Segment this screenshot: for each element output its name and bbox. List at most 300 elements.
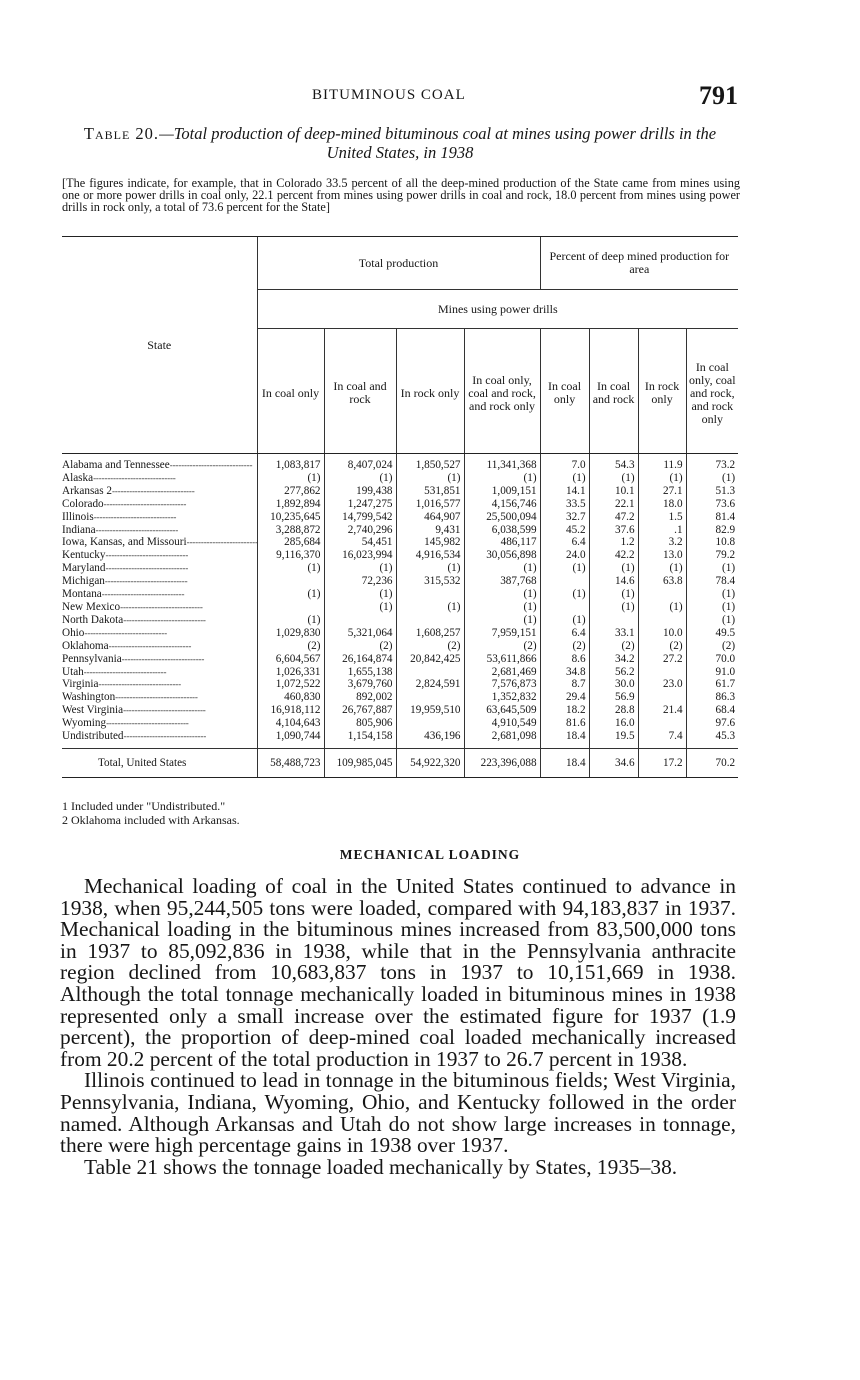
value-cell: 34.8 [540,666,589,679]
value-cell: (2) [589,640,638,653]
value-cell: 91.0 [686,666,738,679]
body-text [60,876,736,1178]
value-cell: 54,922,320 [396,748,464,777]
value-cell: 7.0 [540,454,589,472]
state-cell [62,666,257,679]
value-cell: 29.4 [540,691,589,704]
value-cell: 54,451 [324,536,396,549]
value-cell: 24.0 [540,549,589,562]
table-caption [62,124,738,162]
value-cell: 20,842,425 [396,653,464,666]
value-cell: 79.2 [686,549,738,562]
value-cell [540,575,589,588]
value-cell: 30,056,898 [464,549,540,562]
leader-dots [106,717,188,729]
value-cell: 18.2 [540,704,589,717]
table-row [62,454,738,472]
state-name: Montana [62,588,102,601]
leader-dots [98,678,180,690]
leader-dots [84,666,166,678]
state-name: Pennsylvania [62,652,122,665]
value-cell: (1) [464,601,540,614]
value-cell: 81.4 [686,511,738,524]
value-cell: (1) [638,601,686,614]
value-cell: 11,341,368 [464,454,540,472]
leader-dots [104,498,186,510]
value-cell: 16,918,112 [257,704,324,717]
state-cell [62,524,257,537]
state-name: Alaska [62,471,94,484]
value-cell: 436,196 [396,730,464,748]
state-cell [62,748,257,777]
table-row [62,640,738,653]
running-title: BITUMINOUS COAL [312,87,466,103]
value-cell: 145,982 [396,536,464,549]
value-cell [396,588,464,601]
value-cell: (2) [540,640,589,653]
value-cell: 73.2 [686,454,738,472]
leader-dots [120,601,202,613]
leader-dots [94,511,176,523]
state-name: Ohio [62,626,85,639]
leader-dots [109,640,191,652]
leader-dots [122,653,204,665]
paragraph: Table 21 shows the tonnage loaded mechanically by States, 1935–38. [84,1154,678,1179]
value-cell: 51.3 [686,485,738,498]
table-body [62,454,738,778]
running-head [0,81,860,114]
value-cell: 82.9 [686,524,738,537]
table-row [62,549,738,562]
state-name: Arkansas 2 [62,484,113,497]
value-cell: 531,851 [396,485,464,498]
value-cell: (1) [686,614,738,627]
value-cell: 70.2 [686,748,738,777]
value-cell: 13.0 [638,549,686,562]
value-cell: 7.4 [638,730,686,748]
value-cell: (1) [589,472,638,485]
state-cell [62,691,257,704]
table-row [62,653,738,666]
value-cell: (1) [686,588,738,601]
value-cell: (1) [589,588,638,601]
table-row [62,472,738,485]
value-cell: 61.7 [686,678,738,691]
value-cell: 45.2 [540,524,589,537]
value-cell: (1) [324,472,396,485]
value-cell [638,691,686,704]
column-header: In coal and rock [324,329,396,454]
value-cell [638,588,686,601]
value-cell: 4,916,534 [396,549,464,562]
value-cell: 9,116,370 [257,549,324,562]
table-row [62,485,738,498]
state-name: Kentucky [62,549,106,562]
value-cell: 223,396,088 [464,748,540,777]
value-cell [396,614,464,627]
value-cell: (1) [686,562,738,575]
state-cell [62,653,257,666]
state-cell [62,614,257,627]
paragraph: Mechanical loading of coal in the United States continued to advance in 1938, when 95,244,505 tons were loaded, compared with 94,183,837 in 1937. Mechanical loading in the bituminous mines increased from 83,500,000 tons in 1937 to 85,092,836 in 1938, while that in the Pennsylvania anthracite region declined from 10,683,837 tons in 1937 to 10,151,669 in 1938. Although the total tonnage mechanically loaded in bituminous mines in 1938 represented only a small increase over the estimated figure for 1937 (1.9 percent), the proportion of deep-mined coal loaded mechanically increased from 20.2 percent of the total production in 1937 to 26.7 percent in 1938. [60,874,736,1071]
table-row [62,575,738,588]
value-cell: 34.2 [589,653,638,666]
value-cell: .1 [638,524,686,537]
value-cell: 86.3 [686,691,738,704]
value-cell: 3.2 [638,536,686,549]
value-cell: 9,431 [396,524,464,537]
value-cell [589,614,638,627]
value-cell: 892,002 [324,691,396,704]
leader-dots [123,614,205,626]
table-row [62,601,738,614]
value-cell: 63.8 [638,575,686,588]
table-row [62,704,738,717]
value-cell: 7,576,873 [464,678,540,691]
value-cell: 16,023,994 [324,549,396,562]
value-cell: 11.9 [638,454,686,472]
value-cell: 1,029,830 [257,627,324,640]
value-cell: 1,090,744 [257,730,324,748]
value-cell: (1) [396,562,464,575]
value-cell: 464,907 [396,511,464,524]
value-cell: 26,164,874 [324,653,396,666]
table-row [62,627,738,640]
value-cell: 1,892,894 [257,498,324,511]
footnote: 2 Oklahoma included with Arkansas. [62,812,240,827]
value-cell: (1) [540,562,589,575]
state-cell [62,627,257,640]
state-cell [62,640,257,653]
value-cell: 26,767,887 [324,704,396,717]
value-cell: 18.4 [540,748,589,777]
state-cell [62,601,257,614]
value-cell: 8.6 [540,653,589,666]
table-row [62,498,738,511]
value-cell: 460,830 [257,691,324,704]
value-cell: 6.4 [540,627,589,640]
value-cell: (1) [396,472,464,485]
value-cell: 1,083,817 [257,454,324,472]
value-cell [396,717,464,730]
value-cell: 21.4 [638,704,686,717]
value-cell: (2) [464,640,540,653]
table-row [62,666,738,679]
table-row [62,691,738,704]
value-cell: 73.6 [686,498,738,511]
state-name: North Dakota [62,613,124,626]
column-header: In rock only [396,329,464,454]
value-cell: (2) [638,640,686,653]
state-name: West Virginia [62,704,124,717]
value-cell: (1) [257,472,324,485]
table-note: [The figures indicate, for example, that in Colorado 33.5 percent of all the deep-mined production of the State came from mines using one or more power drills in coal only, 22.1 percent from mines using power drills in coal and rock, 18.0 percent from mines using power drills in rock only, a total of 73.6 percent for the State] [62,176,740,215]
group-header-total-production: Total production [257,237,540,290]
leader-dots [106,562,188,574]
value-cell: (1) [257,562,324,575]
value-cell: 18.4 [540,730,589,748]
state-cell [62,730,257,748]
value-cell: 81.6 [540,717,589,730]
state-name: Utah [62,665,84,678]
value-cell: 1.5 [638,511,686,524]
value-cell: 34.6 [589,748,638,777]
column-header: In coal only, coal and rock, and rock only [686,329,738,454]
leader-dots [124,730,206,742]
value-cell: (1) [464,562,540,575]
value-cell: 6.4 [540,536,589,549]
value-cell: 4,910,549 [464,717,540,730]
group-header-mines-using-power-drills: Mines using power drills [257,290,738,329]
table-row [62,614,738,627]
value-cell: 10.1 [589,485,638,498]
value-cell: 4,156,746 [464,498,540,511]
value-cell: 58,488,723 [257,748,324,777]
value-cell: 1,016,577 [396,498,464,511]
value-cell: (2) [396,640,464,653]
value-cell: (1) [464,614,540,627]
value-cell: 49.5 [686,627,738,640]
value-cell: 45.3 [686,730,738,748]
value-cell: (2) [257,640,324,653]
value-cell [257,575,324,588]
value-cell: 30.0 [589,678,638,691]
value-cell: 10.0 [638,627,686,640]
column-header: In coal and rock [589,329,638,454]
value-cell: 32.7 [540,511,589,524]
value-cell: (2) [686,640,738,653]
value-cell: 7,959,151 [464,627,540,640]
value-cell: 1,247,275 [324,498,396,511]
value-cell: 3,288,872 [257,524,324,537]
state-name: Alabama and Tennessee [62,459,170,471]
value-cell: 805,906 [324,717,396,730]
leader-dots [105,575,187,587]
column-header-state: State [62,237,257,454]
value-cell: 1.2 [589,536,638,549]
column-header: In coal only, coal and rock, and rock only [464,329,540,454]
leader-dots [187,536,257,548]
leader-dots [96,524,178,536]
value-cell [396,666,464,679]
state-name: Undistributed [62,730,124,743]
state-cell [62,485,257,498]
state-cell [62,588,257,601]
value-cell: (1) [686,472,738,485]
value-cell: (1) [257,614,324,627]
value-cell: 17.2 [638,748,686,777]
value-cell: 2,681,098 [464,730,540,748]
value-cell: 42.2 [589,549,638,562]
value-cell: 6,038,599 [464,524,540,537]
value-cell: 33.1 [589,627,638,640]
value-cell: 27.1 [638,485,686,498]
value-cell: (1) [638,472,686,485]
value-cell: 18.0 [638,498,686,511]
value-cell: 25,500,094 [464,511,540,524]
value-cell: 5,321,064 [324,627,396,640]
state-cell [62,717,257,730]
total-row [62,748,738,777]
state-cell [62,678,257,691]
value-cell: 4,104,643 [257,717,324,730]
value-cell: (1) [324,562,396,575]
value-cell: 3,679,760 [324,678,396,691]
value-cell: 277,862 [257,485,324,498]
value-cell: 33.5 [540,498,589,511]
value-cell: (2) [324,640,396,653]
state-name: Oklahoma [62,639,109,652]
value-cell: 14,799,542 [324,511,396,524]
value-cell: 72,236 [324,575,396,588]
table-row [62,562,738,575]
table-row [62,524,738,537]
value-cell [396,691,464,704]
leader-dots [112,485,194,497]
value-cell: (1) [324,588,396,601]
value-cell: (1) [540,472,589,485]
state-cell [62,575,257,588]
value-cell: 1,352,832 [464,691,540,704]
value-cell: 8.7 [540,678,589,691]
value-cell: (1) [464,472,540,485]
table-title: —Total production of deep-mined bituminous coal at mines using power drills in the United States, in 1938 [159,124,717,162]
value-cell: 109,985,045 [324,748,396,777]
state-name: Washington [62,691,116,704]
value-cell: 2,740,296 [324,524,396,537]
value-cell: 70.0 [686,653,738,666]
value-cell: 10,235,645 [257,511,324,524]
value-cell: (1) [589,601,638,614]
page-number: 791 [699,81,738,110]
value-cell [638,614,686,627]
value-cell: (1) [324,601,396,614]
value-cell: 16.0 [589,717,638,730]
value-cell: (1) [464,588,540,601]
value-cell [324,614,396,627]
state-cell [62,562,257,575]
value-cell [638,717,686,730]
column-header: In coal only [540,329,589,454]
leader-dots [170,459,252,471]
value-cell: (1) [638,562,686,575]
value-cell: 199,438 [324,485,396,498]
value-cell: 56.2 [589,666,638,679]
section-heading: MECHANICAL LOADING [339,847,521,862]
value-cell: 315,532 [396,575,464,588]
state-name: Indiana [62,523,96,536]
value-cell: 387,768 [464,575,540,588]
value-cell [257,601,324,614]
table-row [62,717,738,730]
state-name: New Mexico [62,600,121,613]
state-cell [62,536,257,549]
value-cell: 19.5 [589,730,638,748]
footnote: 1 Included under "Undistributed." [62,799,226,813]
value-cell: 1,608,257 [396,627,464,640]
value-cell: 486,117 [464,536,540,549]
value-cell: 14.1 [540,485,589,498]
state-name: Wyoming [62,717,107,730]
state-cell [62,549,257,562]
value-cell: 1,154,158 [324,730,396,748]
value-cell: 1,850,527 [396,454,464,472]
state-cell [62,454,257,472]
value-cell: (1) [589,562,638,575]
state-name: Michigan [62,575,105,588]
value-cell: 19,959,510 [396,704,464,717]
table-row [62,588,738,601]
table-row [62,730,738,748]
value-cell: 97.6 [686,717,738,730]
leader-dots [115,691,197,703]
value-cell: 6,604,567 [257,653,324,666]
leader-dots [84,627,166,639]
state-name: Colorado [62,497,104,510]
leader-dots [123,704,205,716]
value-cell: 8,407,024 [324,454,396,472]
value-cell: 1,009,151 [464,485,540,498]
table-row [62,536,738,549]
leader-dots [93,472,175,484]
value-cell: 28.8 [589,704,638,717]
value-cell: 54.3 [589,454,638,472]
value-cell: 1,026,331 [257,666,324,679]
value-cell: 1,655,138 [324,666,396,679]
value-cell: (1) [686,601,738,614]
value-cell: (1) [257,588,324,601]
value-cell: 53,611,866 [464,653,540,666]
value-cell: (1) [396,601,464,614]
paragraph: Illinois continued to lead in tonnage in the bituminous fields; West Virginia, Pennsylvania, Indiana, Wyoming, Ohio, and Kentucky followed in the order named. Although Arkansas and Utah do not show large increases in tonnage, there were high percentage gains in 1938 over 1937. [60,1068,736,1158]
table-label: Table 20. [83,124,160,143]
table-row [62,511,738,524]
value-cell [540,601,589,614]
leader-dots [102,588,184,600]
value-cell: 27.2 [638,653,686,666]
value-cell: 78.4 [686,575,738,588]
group-header-percent: Percent of deep mined production for area [540,237,738,290]
value-cell: 1,072,522 [257,678,324,691]
value-cell: 68.4 [686,704,738,717]
value-cell [638,666,686,679]
state-name: Maryland [62,562,106,575]
production-table [62,236,738,778]
state-name: Virginia [62,678,99,691]
table-row [62,678,738,691]
value-cell: 56.9 [589,691,638,704]
value-cell: 63,645,509 [464,704,540,717]
value-cell: 14.6 [589,575,638,588]
value-cell: 47.2 [589,511,638,524]
value-cell: (1) [540,588,589,601]
state-cell [62,511,257,524]
state-name: Total, United States [98,756,187,769]
state-name: Iowa, Kansas, and Missouri [62,536,187,549]
value-cell: 285,684 [257,536,324,549]
leader-dots [106,549,188,561]
value-cell: 2,824,591 [396,678,464,691]
state-cell [62,704,257,717]
value-cell: 23.0 [638,678,686,691]
state-cell [62,498,257,511]
footnotes [62,800,240,827]
state-cell [62,472,257,485]
state-name: Illinois [62,510,94,523]
value-cell: 22.1 [589,498,638,511]
value-cell: 37.6 [589,524,638,537]
value-cell: (1) [540,614,589,627]
